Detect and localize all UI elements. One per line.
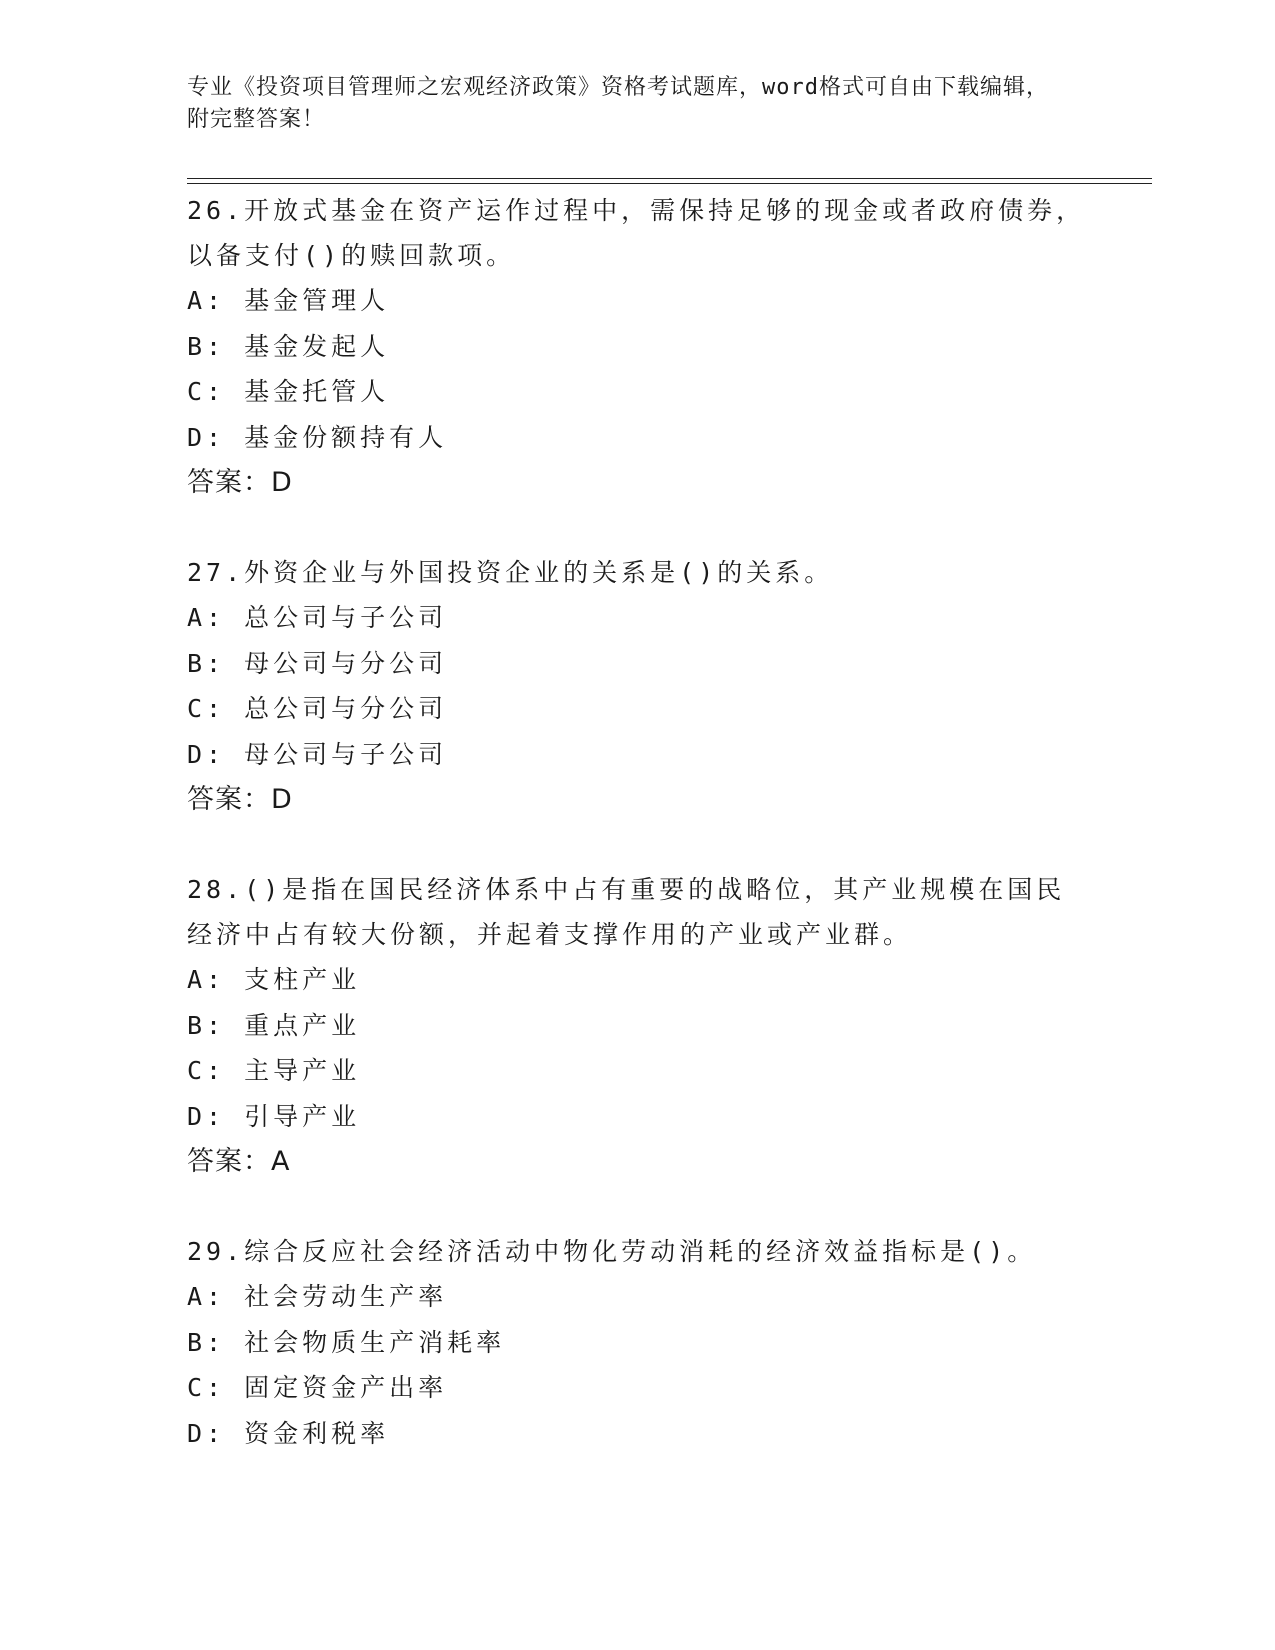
- option-a: A: 总公司与子公司: [187, 603, 448, 632]
- option-c: C: 主导产业: [187, 1056, 361, 1085]
- option-a: A: 社会劳动生产率: [187, 1282, 448, 1311]
- option-d: D: 资金利税率: [187, 1418, 390, 1448]
- question-29: [187, 1229, 1087, 1456]
- option-a: A: 支柱产业: [187, 965, 361, 994]
- header-divider-top: [187, 178, 1152, 179]
- option-c: C: 总公司与分公司: [187, 694, 448, 723]
- header-divider-bottom: [187, 183, 1152, 184]
- question-stem: 27.外资企业与外国投资企业的关系是()的关系。: [187, 558, 834, 587]
- option-d: D: 基金份额持有人: [187, 422, 448, 452]
- answer-line: 答案：D: [187, 467, 293, 498]
- option-c: C: 固定资金产出率: [187, 1373, 448, 1402]
- option-b: B: 社会物质生产消耗率: [187, 1327, 506, 1357]
- option-c: C: 基金托管人: [187, 377, 390, 406]
- question-list: [187, 188, 1087, 1500]
- question-28: [187, 867, 1087, 1185]
- option-d: D: 引导产业: [187, 1101, 361, 1131]
- option-b: B: 重点产业: [187, 1010, 361, 1040]
- question-27: [187, 550, 1087, 823]
- question-stem: 29.综合反应社会经济活动中物化劳动消耗的经济效益指标是()。: [187, 1237, 1037, 1266]
- answer-line: 答案：A: [187, 1146, 291, 1177]
- option-d: D: 母公司与子公司: [187, 739, 448, 769]
- question-26: [187, 188, 1087, 506]
- question-stem: 28.()是指在国民经济体系中占有重要的战略位，其产业规模在国民经济中占有较大份额，并起着支撑作用的产业或产业群。: [187, 875, 1066, 949]
- option-b: B: 基金发起人: [187, 331, 390, 361]
- option-b: B: 母公司与分公司: [187, 648, 448, 678]
- question-stem: 26.开放式基金在资产运作过程中，需保持足够的现金或者政府债券，以备支付()的赎回款项。: [187, 196, 1086, 270]
- option-a: A: 基金管理人: [187, 286, 390, 315]
- answer-line: 答案：D: [187, 784, 293, 815]
- document-header: 专业《投资项目管理师之宏观经济政策》资格考试题库，word格式可自由下载编辑，附完整答案！: [187, 75, 1049, 132]
